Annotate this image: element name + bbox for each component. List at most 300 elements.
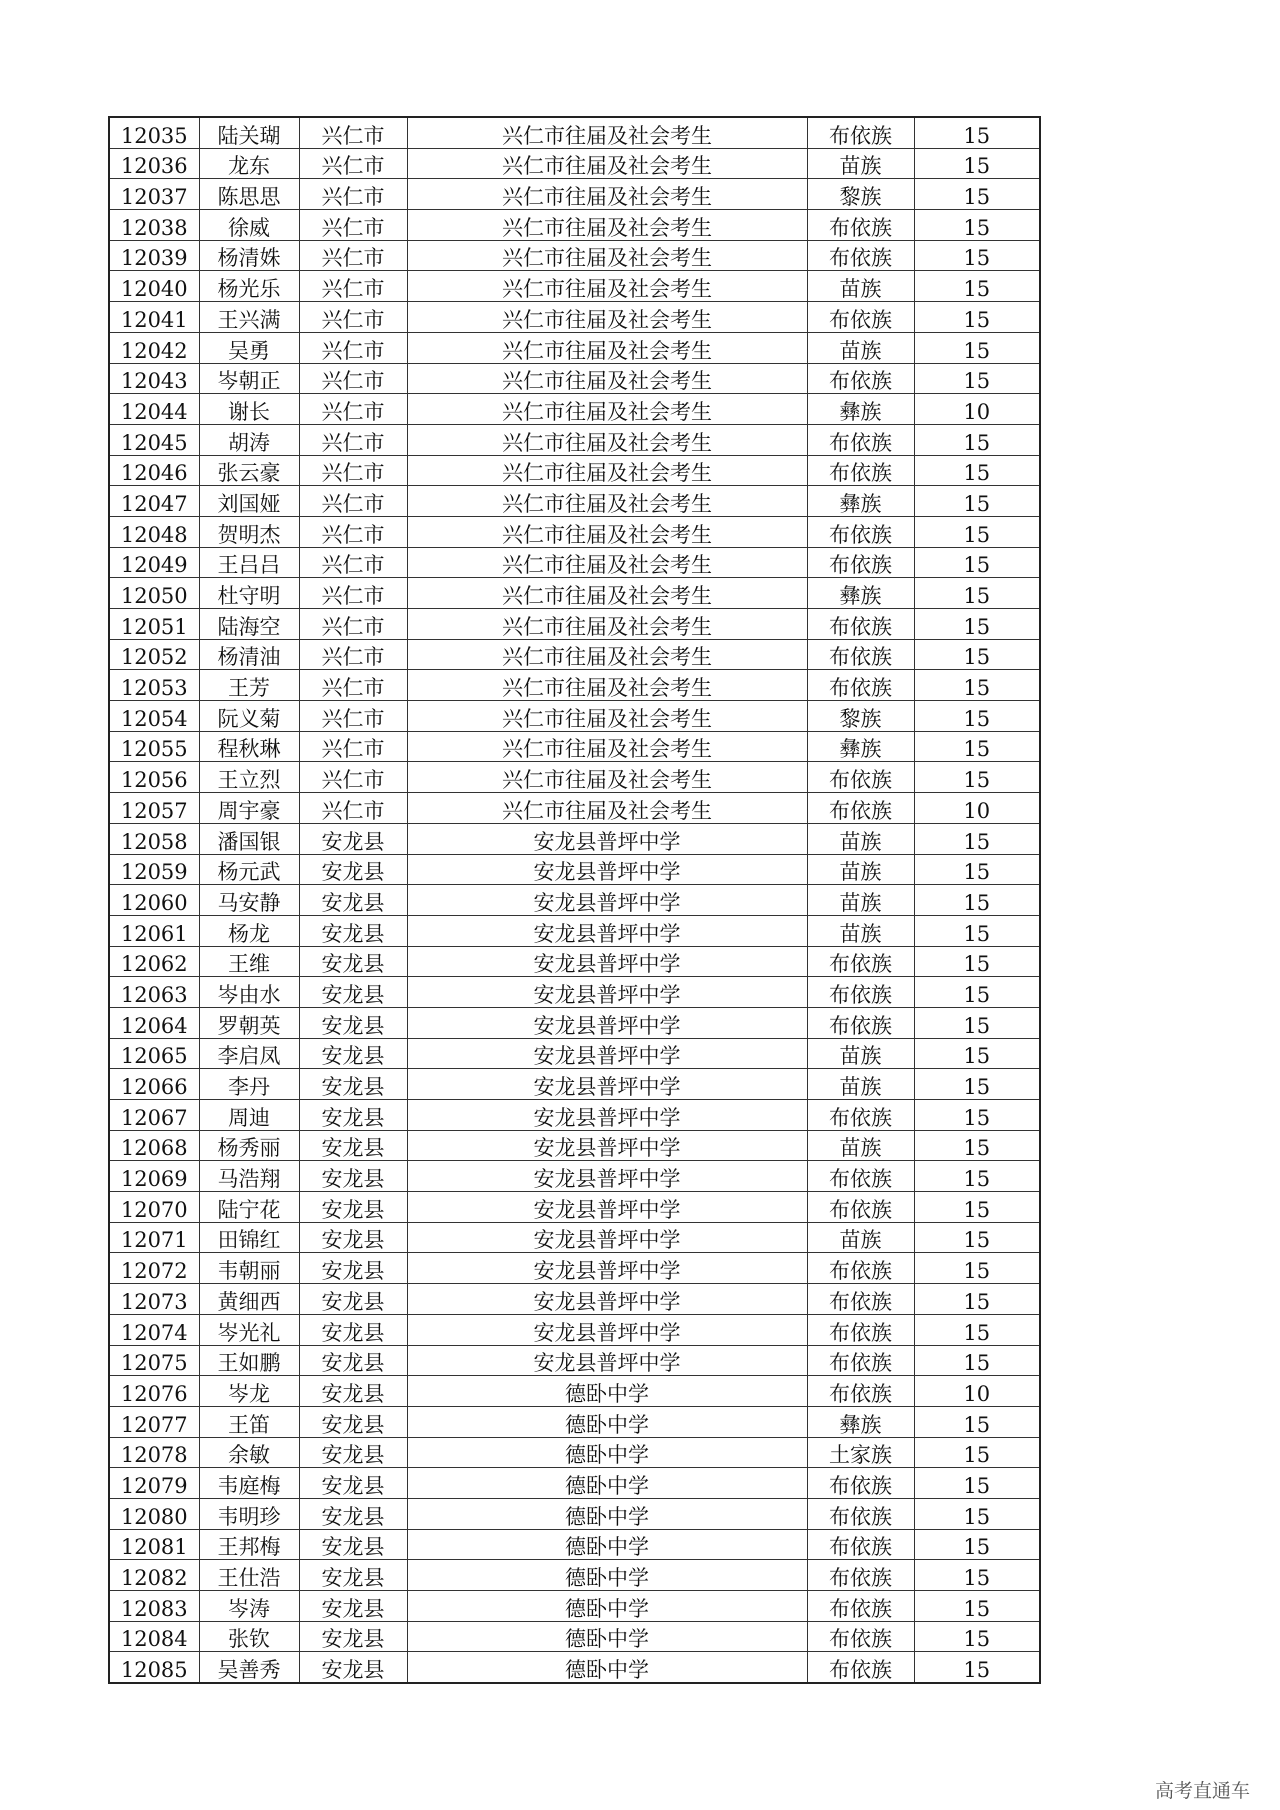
student-name-cell: 马安静: [199, 885, 299, 916]
student-name-cell: 余敏: [199, 1437, 299, 1468]
ethnicity-cell: 布依族: [807, 240, 914, 271]
county-cell: 安龙县: [299, 1222, 407, 1253]
student-name-cell: 杜守明: [199, 578, 299, 609]
table-row: [109, 1376, 1040, 1407]
student-name-cell: 杨秀丽: [199, 1130, 299, 1161]
bonus-points-cell: 15: [914, 1591, 1040, 1622]
student-name-cell: 陆海空: [199, 609, 299, 640]
table-row: [109, 148, 1040, 179]
school-cell: 安龙县普坪中学: [407, 1314, 807, 1345]
county-cell: 兴仁市: [299, 332, 407, 363]
bonus-points-cell: 15: [914, 1007, 1040, 1038]
bonus-points-cell: 15: [914, 1284, 1040, 1315]
bonus-points-cell: 15: [914, 1498, 1040, 1529]
table-row: [109, 731, 1040, 762]
table-row: [109, 1192, 1040, 1223]
bonus-points-cell: 15: [914, 210, 1040, 241]
ethnicity-cell: 布依族: [807, 302, 914, 333]
ethnicity-cell: 布依族: [807, 1376, 914, 1407]
ethnicity-cell: 布依族: [807, 547, 914, 578]
school-cell: 安龙县普坪中学: [407, 854, 807, 885]
bonus-points-cell: 15: [914, 516, 1040, 547]
table-row: [109, 271, 1040, 302]
exam-number-cell: 12074: [109, 1314, 199, 1345]
county-cell: 安龙县: [299, 1253, 407, 1284]
exam-number-cell: 12056: [109, 762, 199, 793]
ethnicity-cell: 布依族: [807, 363, 914, 394]
bonus-points-cell: 15: [914, 332, 1040, 363]
table-row: [109, 455, 1040, 486]
ethnicity-cell: 苗族: [807, 1069, 914, 1100]
ethnicity-cell: 布依族: [807, 946, 914, 977]
bonus-points-cell: 10: [914, 793, 1040, 824]
county-cell: 安龙县: [299, 1529, 407, 1560]
bonus-points-cell: 15: [914, 271, 1040, 302]
bonus-points-cell: 15: [914, 701, 1040, 732]
bonus-points-cell: 15: [914, 1437, 1040, 1468]
student-name-cell: 杨元武: [199, 854, 299, 885]
ethnicity-cell: 黎族: [807, 179, 914, 210]
table-row: [109, 179, 1040, 210]
school-cell: 安龙县普坪中学: [407, 1192, 807, 1223]
exam-number-cell: 12047: [109, 486, 199, 517]
table-row: [109, 578, 1040, 609]
bonus-points-cell: 15: [914, 1345, 1040, 1376]
school-cell: 兴仁市往届及社会考生: [407, 179, 807, 210]
student-name-cell: 杨清姝: [199, 240, 299, 271]
ethnicity-cell: 布依族: [807, 1529, 914, 1560]
ethnicity-cell: 布依族: [807, 1345, 914, 1376]
bonus-points-cell: 15: [914, 1222, 1040, 1253]
table-row: [109, 915, 1040, 946]
bonus-points-cell: 15: [914, 1406, 1040, 1437]
table-row: [109, 762, 1040, 793]
school-cell: 德卧中学: [407, 1652, 807, 1683]
student-name-cell: 徐威: [199, 210, 299, 241]
exam-number-cell: 12070: [109, 1192, 199, 1223]
school-cell: 安龙县普坪中学: [407, 977, 807, 1008]
county-cell: 兴仁市: [299, 394, 407, 425]
exam-number-cell: 12064: [109, 1007, 199, 1038]
table-row: [109, 424, 1040, 455]
table-row: [109, 1345, 1040, 1376]
exam-number-cell: 12046: [109, 455, 199, 486]
school-cell: 兴仁市往届及社会考生: [407, 271, 807, 302]
table-row: [109, 240, 1040, 271]
bonus-points-cell: 15: [914, 762, 1040, 793]
county-cell: 安龙县: [299, 1468, 407, 1499]
exam-number-cell: 12065: [109, 1038, 199, 1069]
table-row: [109, 1222, 1040, 1253]
table-row: [109, 1069, 1040, 1100]
ethnicity-cell: 布依族: [807, 793, 914, 824]
table-row: [109, 332, 1040, 363]
ethnicity-cell: 布依族: [807, 1468, 914, 1499]
exam-number-cell: 12044: [109, 394, 199, 425]
county-cell: 安龙县: [299, 1284, 407, 1315]
exam-number-cell: 12057: [109, 793, 199, 824]
exam-number-cell: 12035: [109, 117, 199, 148]
table-row: [109, 1284, 1040, 1315]
county-cell: 安龙县: [299, 1007, 407, 1038]
exam-number-cell: 12043: [109, 363, 199, 394]
county-cell: 兴仁市: [299, 701, 407, 732]
exam-number-cell: 12084: [109, 1621, 199, 1652]
school-cell: 兴仁市往届及社会考生: [407, 148, 807, 179]
exam-number-cell: 12052: [109, 639, 199, 670]
county-cell: 兴仁市: [299, 762, 407, 793]
exam-number-cell: 12036: [109, 148, 199, 179]
ethnicity-cell: 布依族: [807, 762, 914, 793]
ethnicity-cell: 苗族: [807, 1130, 914, 1161]
county-cell: 安龙县: [299, 1038, 407, 1069]
ethnicity-cell: 布依族: [807, 1161, 914, 1192]
table-row: [109, 823, 1040, 854]
school-cell: 安龙县普坪中学: [407, 1161, 807, 1192]
exam-number-cell: 12049: [109, 547, 199, 578]
ethnicity-cell: 布依族: [807, 1100, 914, 1131]
bonus-points-cell: 10: [914, 1376, 1040, 1407]
student-name-cell: 杨光乐: [199, 271, 299, 302]
county-cell: 安龙县: [299, 1591, 407, 1622]
student-name-cell: 陆宁花: [199, 1192, 299, 1223]
exam-number-cell: 12039: [109, 240, 199, 271]
student-name-cell: 王仕浩: [199, 1560, 299, 1591]
bonus-points-cell: 15: [914, 639, 1040, 670]
ethnicity-cell: 苗族: [807, 148, 914, 179]
exam-number-cell: 12048: [109, 516, 199, 547]
county-cell: 安龙县: [299, 1376, 407, 1407]
school-cell: 安龙县普坪中学: [407, 1100, 807, 1131]
exam-number-cell: 12066: [109, 1069, 199, 1100]
county-cell: 兴仁市: [299, 793, 407, 824]
student-name-cell: 岑光礼: [199, 1314, 299, 1345]
exam-number-cell: 12075: [109, 1345, 199, 1376]
ethnicity-cell: 布依族: [807, 1284, 914, 1315]
bonus-points-cell: 15: [914, 148, 1040, 179]
bonus-points-cell: 15: [914, 885, 1040, 916]
school-cell: 安龙县普坪中学: [407, 946, 807, 977]
ethnicity-cell: 彝族: [807, 578, 914, 609]
student-name-cell: 岑由水: [199, 977, 299, 1008]
school-cell: 安龙县普坪中学: [407, 1253, 807, 1284]
ethnicity-cell: 布依族: [807, 1652, 914, 1683]
exam-number-cell: 12059: [109, 854, 199, 885]
table-row: [109, 394, 1040, 425]
table-row: [109, 1130, 1040, 1161]
table-row: [109, 793, 1040, 824]
county-cell: 兴仁市: [299, 455, 407, 486]
ethnicity-cell: 布依族: [807, 609, 914, 640]
county-cell: 兴仁市: [299, 363, 407, 394]
table-row: [109, 1621, 1040, 1652]
exam-number-cell: 12051: [109, 609, 199, 640]
exam-number-cell: 12071: [109, 1222, 199, 1253]
ethnicity-cell: 苗族: [807, 1038, 914, 1069]
exam-number-cell: 12081: [109, 1529, 199, 1560]
bonus-points-cell: 15: [914, 1314, 1040, 1345]
school-cell: 德卧中学: [407, 1406, 807, 1437]
county-cell: 兴仁市: [299, 302, 407, 333]
school-cell: 兴仁市往届及社会考生: [407, 701, 807, 732]
student-name-cell: 张云豪: [199, 455, 299, 486]
ethnicity-cell: 布依族: [807, 670, 914, 701]
table-row: [109, 1652, 1040, 1683]
exam-number-cell: 12045: [109, 424, 199, 455]
student-name-cell: 吴勇: [199, 332, 299, 363]
student-name-cell: 陆关瑚: [199, 117, 299, 148]
county-cell: 安龙县: [299, 1314, 407, 1345]
school-cell: 安龙县普坪中学: [407, 1038, 807, 1069]
school-cell: 兴仁市往届及社会考生: [407, 731, 807, 762]
table-row: [109, 363, 1040, 394]
school-cell: 安龙县普坪中学: [407, 1007, 807, 1038]
county-cell: 兴仁市: [299, 609, 407, 640]
bonus-points-cell: 15: [914, 117, 1040, 148]
ethnicity-cell: 彝族: [807, 394, 914, 425]
county-cell: 安龙县: [299, 1192, 407, 1223]
bonus-points-cell: 15: [914, 1038, 1040, 1069]
bonus-points-cell: 15: [914, 731, 1040, 762]
student-name-cell: 王如鹏: [199, 1345, 299, 1376]
student-name-cell: 韦朝丽: [199, 1253, 299, 1284]
bonus-points-cell: 15: [914, 854, 1040, 885]
table-row: [109, 210, 1040, 241]
student-name-cell: 韦庭梅: [199, 1468, 299, 1499]
student-name-cell: 田锦红: [199, 1222, 299, 1253]
bonus-points-cell: 15: [914, 1130, 1040, 1161]
student-name-cell: 程秋琳: [199, 731, 299, 762]
ethnicity-cell: 布依族: [807, 1007, 914, 1038]
county-cell: 兴仁市: [299, 547, 407, 578]
school-cell: 兴仁市往届及社会考生: [407, 332, 807, 363]
student-name-cell: 王兴满: [199, 302, 299, 333]
bonus-points-cell: 15: [914, 1468, 1040, 1499]
candidate-table-body: [109, 117, 1040, 1683]
exam-number-cell: 12061: [109, 915, 199, 946]
ethnicity-cell: 布依族: [807, 1253, 914, 1284]
student-name-cell: 李丹: [199, 1069, 299, 1100]
student-name-cell: 罗朝英: [199, 1007, 299, 1038]
student-name-cell: 杨龙: [199, 915, 299, 946]
ethnicity-cell: 布依族: [807, 455, 914, 486]
school-cell: 兴仁市往届及社会考生: [407, 455, 807, 486]
exam-number-cell: 12050: [109, 578, 199, 609]
county-cell: 兴仁市: [299, 670, 407, 701]
bonus-points-cell: 15: [914, 240, 1040, 271]
exam-number-cell: 12053: [109, 670, 199, 701]
student-name-cell: 岑朝正: [199, 363, 299, 394]
bonus-points-cell: 15: [914, 946, 1040, 977]
student-name-cell: 王立烈: [199, 762, 299, 793]
bonus-points-cell: 15: [914, 547, 1040, 578]
ethnicity-cell: 布依族: [807, 210, 914, 241]
county-cell: 兴仁市: [299, 210, 407, 241]
ethnicity-cell: 布依族: [807, 639, 914, 670]
exam-number-cell: 12079: [109, 1468, 199, 1499]
table-row: [109, 486, 1040, 517]
county-cell: 兴仁市: [299, 179, 407, 210]
table-row: [109, 701, 1040, 732]
bonus-points-cell: 15: [914, 486, 1040, 517]
table-row: [109, 302, 1040, 333]
county-cell: 兴仁市: [299, 639, 407, 670]
exam-number-cell: 12068: [109, 1130, 199, 1161]
school-cell: 安龙县普坪中学: [407, 1222, 807, 1253]
ethnicity-cell: 彝族: [807, 1406, 914, 1437]
ethnicity-cell: 彝族: [807, 731, 914, 762]
exam-number-cell: 12069: [109, 1161, 199, 1192]
ethnicity-cell: 黎族: [807, 701, 914, 732]
county-cell: 兴仁市: [299, 271, 407, 302]
student-name-cell: 陈思思: [199, 179, 299, 210]
exam-number-cell: 12040: [109, 271, 199, 302]
ethnicity-cell: 布依族: [807, 1560, 914, 1591]
county-cell: 安龙县: [299, 854, 407, 885]
table-row: [109, 1314, 1040, 1345]
table-row: [109, 1253, 1040, 1284]
table-row: [109, 1560, 1040, 1591]
bonus-points-cell: 15: [914, 823, 1040, 854]
school-cell: 兴仁市往届及社会考生: [407, 210, 807, 241]
school-cell: 德卧中学: [407, 1468, 807, 1499]
school-cell: 兴仁市往届及社会考生: [407, 516, 807, 547]
ethnicity-cell: 苗族: [807, 332, 914, 363]
school-cell: 德卧中学: [407, 1621, 807, 1652]
county-cell: 安龙县: [299, 946, 407, 977]
bonus-points-cell: 15: [914, 670, 1040, 701]
county-cell: 安龙县: [299, 915, 407, 946]
table-row: [109, 1498, 1040, 1529]
county-cell: 安龙县: [299, 977, 407, 1008]
school-cell: 安龙县普坪中学: [407, 1284, 807, 1315]
ethnicity-cell: 布依族: [807, 977, 914, 1008]
school-cell: 德卧中学: [407, 1591, 807, 1622]
school-cell: 兴仁市往届及社会考生: [407, 363, 807, 394]
exam-number-cell: 12078: [109, 1437, 199, 1468]
county-cell: 安龙县: [299, 1161, 407, 1192]
school-cell: 兴仁市往届及社会考生: [407, 424, 807, 455]
table-row: [109, 1100, 1040, 1131]
exam-number-cell: 12063: [109, 977, 199, 1008]
table-row: [109, 670, 1040, 701]
bonus-points-cell: 15: [914, 424, 1040, 455]
county-cell: 安龙县: [299, 1498, 407, 1529]
county-cell: 兴仁市: [299, 148, 407, 179]
student-name-cell: 龙东: [199, 148, 299, 179]
bonus-points-cell: 15: [914, 1560, 1040, 1591]
school-cell: 安龙县普坪中学: [407, 1130, 807, 1161]
school-cell: 兴仁市往届及社会考生: [407, 609, 807, 640]
exam-number-cell: 12083: [109, 1591, 199, 1622]
student-name-cell: 潘国银: [199, 823, 299, 854]
county-cell: 安龙县: [299, 1406, 407, 1437]
ethnicity-cell: 彝族: [807, 486, 914, 517]
exam-number-cell: 12080: [109, 1498, 199, 1529]
county-cell: 安龙县: [299, 823, 407, 854]
exam-number-cell: 12085: [109, 1652, 199, 1683]
ethnicity-cell: 苗族: [807, 854, 914, 885]
school-cell: 安龙县普坪中学: [407, 915, 807, 946]
ethnicity-cell: 布依族: [807, 424, 914, 455]
school-cell: 兴仁市往届及社会考生: [407, 762, 807, 793]
table-row: [109, 516, 1040, 547]
student-name-cell: 吴善秀: [199, 1652, 299, 1683]
ethnicity-cell: 布依族: [807, 1621, 914, 1652]
table-row: [109, 946, 1040, 977]
bonus-points-cell: 15: [914, 1069, 1040, 1100]
school-cell: 安龙县普坪中学: [407, 885, 807, 916]
bonus-points-cell: 15: [914, 1621, 1040, 1652]
table-row: [109, 977, 1040, 1008]
ethnicity-cell: 苗族: [807, 1222, 914, 1253]
exam-number-cell: 12055: [109, 731, 199, 762]
school-cell: 安龙县普坪中学: [407, 823, 807, 854]
student-name-cell: 王芳: [199, 670, 299, 701]
table-row: [109, 1007, 1040, 1038]
exam-number-cell: 12067: [109, 1100, 199, 1131]
county-cell: 兴仁市: [299, 240, 407, 271]
county-cell: 安龙县: [299, 1560, 407, 1591]
school-cell: 德卧中学: [407, 1437, 807, 1468]
school-cell: 兴仁市往届及社会考生: [407, 578, 807, 609]
county-cell: 安龙县: [299, 885, 407, 916]
exam-number-cell: 12073: [109, 1284, 199, 1315]
bonus-points-cell: 15: [914, 609, 1040, 640]
table-row: [109, 1161, 1040, 1192]
bonus-points-cell: 15: [914, 1652, 1040, 1683]
county-cell: 安龙县: [299, 1069, 407, 1100]
bonus-points-cell: 15: [914, 302, 1040, 333]
table-row: [109, 854, 1040, 885]
county-cell: 安龙县: [299, 1437, 407, 1468]
student-name-cell: 黄细西: [199, 1284, 299, 1315]
ethnicity-cell: 土家族: [807, 1437, 914, 1468]
ethnicity-cell: 苗族: [807, 823, 914, 854]
school-cell: 兴仁市往届及社会考生: [407, 240, 807, 271]
bonus-points-cell: 15: [914, 1161, 1040, 1192]
county-cell: 兴仁市: [299, 117, 407, 148]
student-name-cell: 杨清油: [199, 639, 299, 670]
student-name-cell: 王维: [199, 946, 299, 977]
table-row: [109, 1038, 1040, 1069]
student-name-cell: 王邦梅: [199, 1529, 299, 1560]
bonus-points-cell: 15: [914, 578, 1040, 609]
county-cell: 兴仁市: [299, 578, 407, 609]
exam-number-cell: 12077: [109, 1406, 199, 1437]
student-name-cell: 岑龙: [199, 1376, 299, 1407]
county-cell: 安龙县: [299, 1100, 407, 1131]
exam-number-cell: 12082: [109, 1560, 199, 1591]
school-cell: 兴仁市往届及社会考生: [407, 547, 807, 578]
bonus-points-cell: 15: [914, 179, 1040, 210]
ethnicity-cell: 布依族: [807, 1192, 914, 1223]
county-cell: 安龙县: [299, 1345, 407, 1376]
exam-number-cell: 12037: [109, 179, 199, 210]
table-row: [109, 885, 1040, 916]
ethnicity-cell: 苗族: [807, 271, 914, 302]
school-cell: 兴仁市往届及社会考生: [407, 394, 807, 425]
bonus-points-cell: 15: [914, 977, 1040, 1008]
bonus-points-cell: 15: [914, 1253, 1040, 1284]
county-cell: 安龙县: [299, 1652, 407, 1683]
exam-number-cell: 12062: [109, 946, 199, 977]
ethnicity-cell: 布依族: [807, 1591, 914, 1622]
school-cell: 兴仁市往届及社会考生: [407, 117, 807, 148]
student-name-cell: 周宇豪: [199, 793, 299, 824]
school-cell: 德卧中学: [407, 1498, 807, 1529]
exam-number-cell: 12038: [109, 210, 199, 241]
